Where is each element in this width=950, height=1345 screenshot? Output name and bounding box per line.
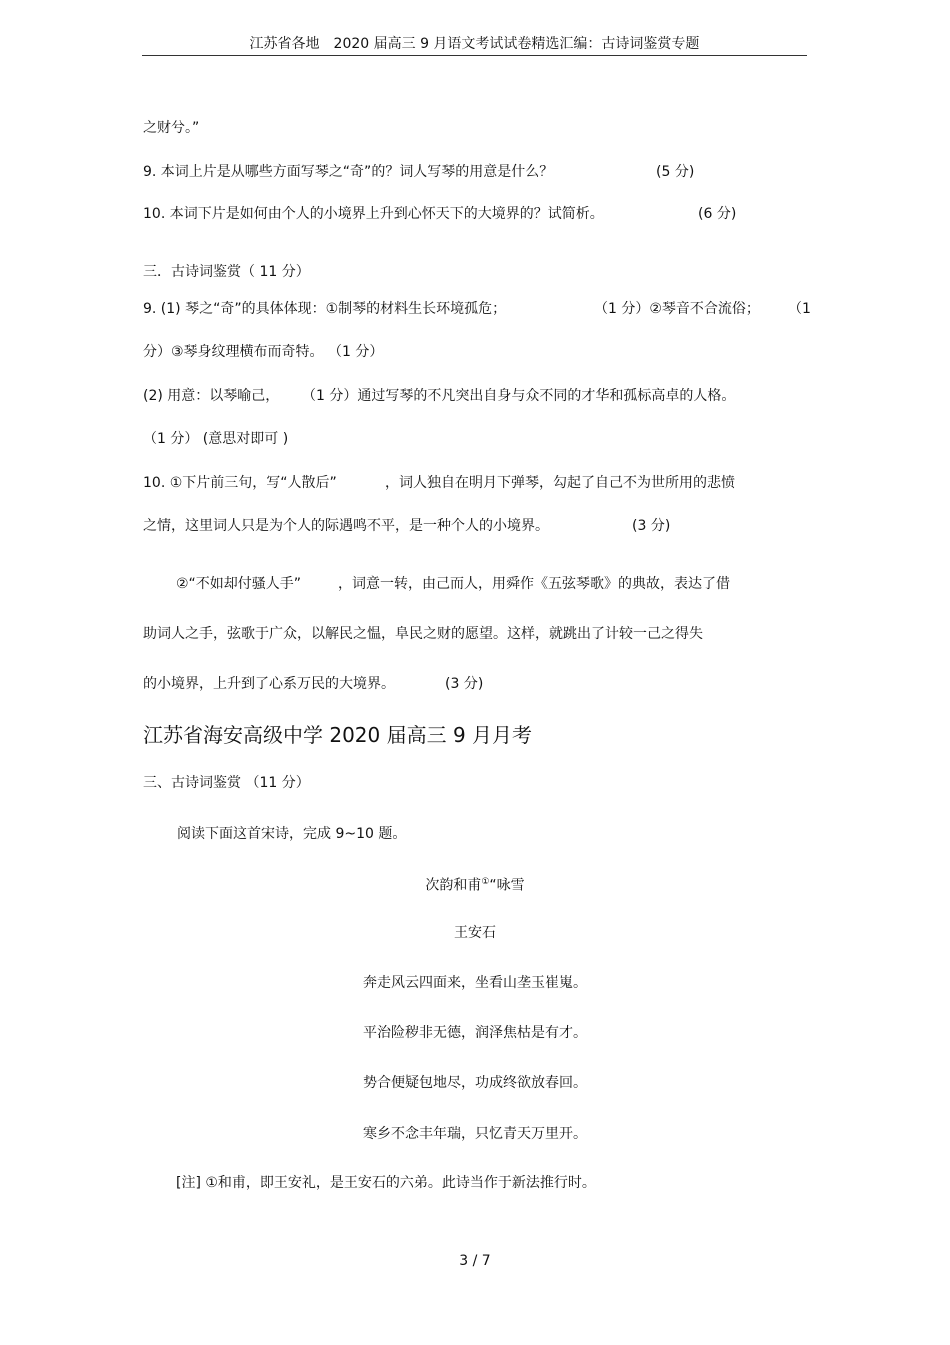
poem-note-text: [注] ①和甫，即王安礼，是王安石的六弟。此诗当作于新法推行时。 — [176, 1175, 596, 1191]
question-10-score: (6 分) — [698, 206, 737, 222]
section-title-text: 江苏省海安高级中学 2020 届高三 9 月月考 — [143, 723, 533, 747]
answer-10-2-line2-text: 助词人之手，弦歌于广众，以解民之愠，阜民之财的愿望。这样，就跳出了计较一己之得失 — [143, 626, 703, 642]
poem-line-1: 奔走风云四面来，坐看山垄玉崔嵬。 — [363, 975, 587, 991]
poem-title — [0, 873, 950, 895]
answer-10-1-a: 10. ①下片前三句，写“人散后” — [143, 475, 337, 491]
page-number: 3 / 7 — [459, 1253, 491, 1269]
poem-line-2: 平治险秽非无德，润泽焦枯是有才。 — [363, 1025, 587, 1041]
answer-9-2-a: (2) 用意：以琴喻己， — [143, 388, 280, 404]
poem-title-tail: “咏雪 — [489, 877, 525, 894]
question-10-text: 10. 本词下片是如何由个人的小境界上升到心怀天下的大境界的？试简析。 — [143, 206, 604, 222]
running-header: 江苏省各地 2020 届高三 9 月语文考试试卷精选汇编：古诗词鉴赏专题 — [249, 36, 700, 52]
answer-9-2-cont-text: （1 分） (意思对即可 ) — [143, 431, 289, 447]
poem-line — [0, 1024, 950, 1042]
poem-note-marker: ① — [481, 877, 490, 887]
question-9-score: (5 分) — [656, 164, 695, 180]
poem-line — [0, 1125, 950, 1143]
poem-title-text: 次韵和甫 — [425, 877, 482, 894]
answer-10-1-score: (3 分) — [632, 518, 671, 534]
answer-10-2-score: (3 分) — [445, 676, 484, 692]
prev-line-text: 之财兮。” — [143, 120, 200, 136]
answer-9-1-b: （1 分）②琴音不合流俗； — [594, 301, 760, 317]
poem-line — [0, 974, 950, 992]
answer-9-1-a: 9. (1) 琴之“奇”的具体体现：①制琴的材料生长环境孤危； — [143, 301, 507, 317]
answer-10-1-cont-text: 之情，这里词人只是为个人的际遇鸣不平，是一种个人的小境界。 — [143, 518, 549, 534]
instruction-text: 阅读下面这首宋诗，完成 9~10 题。 — [177, 826, 407, 842]
answer-10-2-b: ，词意一转，由己而人，用舜作《五弦琴歌》的典故，表达了借 — [338, 576, 730, 592]
answer-9-1-cont-text: 分）③琴身纹理横布而奇特。 （1 分） — [143, 344, 384, 360]
question-9-text: 9. 本词上片是从哪些方面写琴之“奇”的？词人写琴的用意是什么？ — [143, 164, 554, 180]
answer-10-2-line3-text: 的小境界，上升到了心系万民的大境界。 — [143, 676, 395, 692]
poem-line — [0, 1074, 950, 1092]
answer-10-1-b: ，词人独自在明月下弹琴，勾起了自己不为世所用的悲愤 — [385, 475, 735, 491]
answer-9-1-c: （1 — [788, 301, 811, 317]
poem-line-4: 寒乡不念丰年瑞，只忆青天万里开。 — [363, 1126, 587, 1142]
answer-9-2-b: （1 分）通过写琴的不凡突出自身与众不同的才华和孤标高卓的人格。 — [302, 388, 736, 404]
poem-author — [0, 924, 950, 942]
answers-heading-text: 三．古诗词鉴赏（ 11 分） — [143, 264, 310, 280]
poem-author-text: 王安石 — [454, 925, 496, 941]
header-rule — [142, 55, 807, 56]
answer-10-2-a: ②“不如却付骚人手” — [176, 576, 302, 592]
section-heading-text: 三、古诗词鉴赏 （11 分） — [143, 775, 310, 791]
poem-line-3: 势合便疑包地尽，功成终欲放春回。 — [363, 1075, 587, 1091]
